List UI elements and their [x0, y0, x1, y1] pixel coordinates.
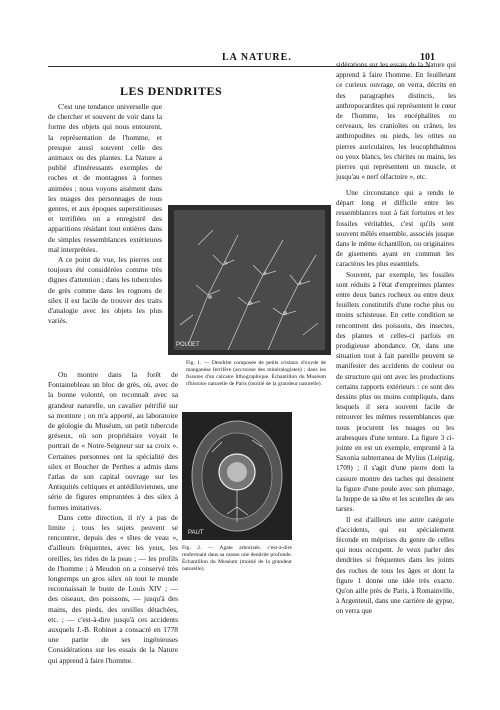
- left-lower-column: [48, 370, 178, 666]
- right-paragraph-1: Une circonstance qui a rendu le départ long et difficile entre les ressemblances tout à fait fortuites et les fossiles véritables, c'est qu'ils sont souvent mêlés ensemble, associés jusque dans le même échantillon, ou originaires de gisements ayant en commun les caractères les plus essentiels.: [336, 189, 454, 269]
- intro-paragraph-2: A ce point de vue, les pierres ont toujours été considérées comme très dignes d'attention ; dans les tubercules de grès comme dans les rognons de silex il est facile de trouver des traits d'analogie avec les objets les plus variés.: [48, 255, 162, 326]
- agate-image: [182, 412, 292, 540]
- right-mid-column: [336, 188, 454, 617]
- figure-1-signature: POUJET: [176, 342, 200, 348]
- right-top-column: [336, 60, 456, 182]
- right-paragraph-2: Souvent, par exemple, les fossiles sont réduits à l'état d'empreintes plantes entre deux bancs rocheux ou entre deux feuillets constitutifs d'une roche plus ou moins schisteuse. En cette condition se rencontrent des poissons, des insectes, des plantes et celles-ci parfois en prodigieuse abondance. Or, dans une situation tout à fait pareille peuvent se manifester des accidents de couleur ou de structure qui ont avec les productions certains rapports extérieurs : ce sont des dessins plus ou moins compliqués, dans lesquels il sera souvent facile de retrouver les mêmes ressemblances que nous procurent les nuages ou les arabesques d'une tenture. La figure 3 ci-jointe en est un exemple, emprunté à la Saxonia subterranea de Mylius (Leipzig, 1709) ; il s'agit d'une pierre dont la cassure montre des taches qui dessinent la figure d'une poule avec son plumage, la huppe de sa tête et les scutelles de ses tarses.: [336, 270, 454, 514]
- left-lower-paragraph: On montre dans la forêt de Fontainebleau un bloc de grès, où, avec de la bonne volonté, on reconnaît avec sa grandeur naturelle, un cavalier pétrifié sur sa monture ; on m'a apporté, au laboratoire de géologie du Muséum, un petit tubercule gréseux, où son propriétaire voyait le portrait de « Notre-Seigneur sur sa croix ». Certaines personnes ont la spécialité des silex et Boucher de Perthes a admis dans l'atlas de son capital ouvrage sur les Antiquités celtiques et antédiluviennes, une série de figures empruntées à des silex à formes imitatives.: [48, 370, 178, 512]
- figure-1-caption: Fig. 1. — Dendrite composée de petits cristaux d'oxyde de manganèse ferrifère (accroisse des minéralogistes) ; dans les fissures d'un calcaire lithographique. Échantillon du Muséum d'histoire naturelle de Paris (moitié de la grandeur naturelle).: [186, 360, 326, 387]
- left-intro-column: [48, 102, 162, 326]
- intro-paragraph-1: C'est une tendance universelle que de chercher et souvent de voir dans la forme des objets qui nous entourent, la représentation de l'homme, et presque aussi souvent celle des animaux ou des plantes. La Nature a publié d'intéressants exemples de roches et de montagnes à formes animées ; nous voyons aisément dans les nuages des personnages de tous genres, et aux époques superstitieuses et terrifiées on a enregistré des apparitions résidant tout entières dans de simples ressemblances extérieures mal interprétées.: [48, 102, 162, 254]
- right-top-paragraph: sidérations sur les essais de la Nature qui apprend à faire l'homme. En feuilletant ce curieux ouvrage, on verra, décrits en des paragraphes distincts, les anthropocardites qui représentent le cœur de l'homme, les encéphalites ou cerveaux, les cranioïtes ou crânes, les anthropodites ou pieds, les otites ou pierres auriculaires, les leucophthalmos ou yeux blancs, les chirites ou mains, les pierres qui représentent un muscle, et jusqu'au « nerf olfactoire », etc.: [336, 61, 456, 182]
- figure-2-caption: Fig. 2. — Agate arborisée, c'est-à-dire renfermant dans sa masse une dendrite profonde. Échantillon du Muséum (moitié de la grandeur naturelle).: [182, 545, 292, 572]
- left-bottom-paragraph: Dans cette direction, il n'y a pas de limite ; tous les sujets peuvent se rencontrer, depuis des « têtes de veau », d'ailleurs fréquentes, avec les yeux, les oreilles, les rides de la peau ; — les profils de l'homme : à Meudon on a conservé très longtemps un gros silex où tout le monde reconnaissait le buste de Louis XIV ; — des oiseaux, des poissons, — jusqu'à des mains, des pieds, des oreilles détachées, etc. ; — c'est-à-dire jusqu'à ces accidents auxquels J.-B. Robinet a consacré en 1778 une partie de ses ingénieuses Considérations sur les essais de la Nature qui apprend à faire l'homme.: [48, 512, 178, 665]
- figure-2-signature: PAUT: [188, 530, 204, 536]
- dendrite-slab-image: [168, 205, 331, 355]
- right-paragraph-3: Il est d'ailleurs une autre catégorie d'accidents, qui est spécialement féconde en méprises du genre de celles qui nous occupent. Je veux parler des dendrites si fréquentes dans les joints des roches de tous les âges et dont la figure 1 donne une idée très exacte. Qu'on aille près de Paris, à Romainville, à Argenteuil, dans une carrière de gypse, on verra que: [336, 515, 454, 616]
- page-number: 101: [420, 52, 435, 63]
- article-title: LES DENDRITES: [120, 84, 223, 98]
- figure-2: [182, 412, 292, 540]
- figure-1: [168, 205, 331, 355]
- running-title: LA NATURE.: [222, 52, 292, 63]
